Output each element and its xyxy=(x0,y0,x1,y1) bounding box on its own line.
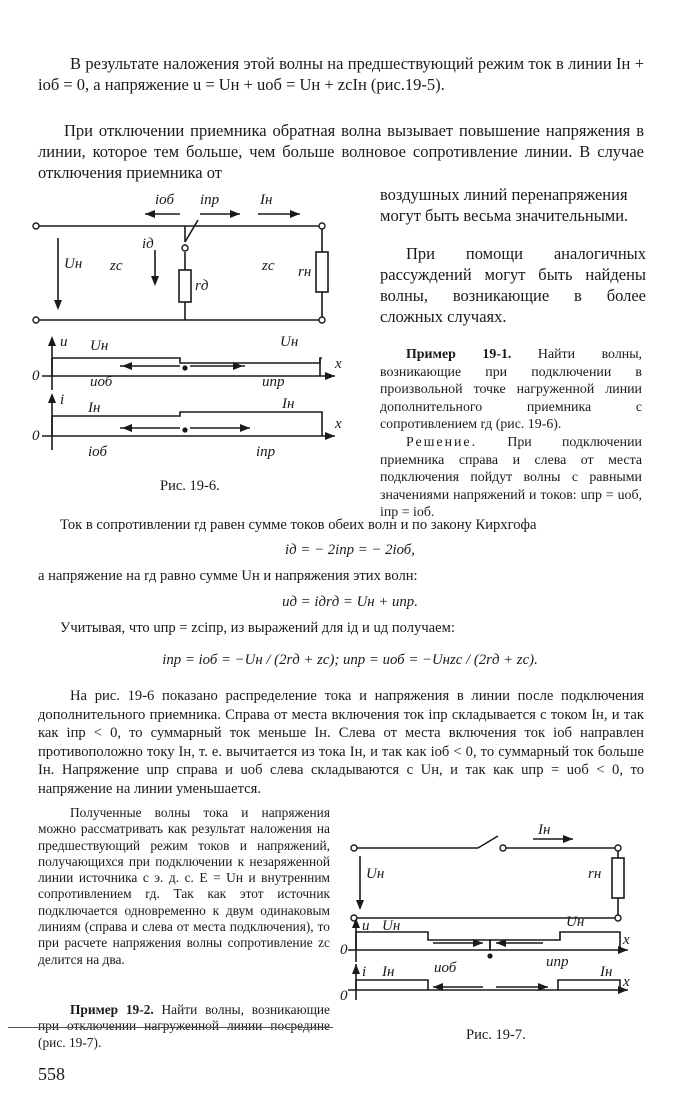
solution-label: Решение. xyxy=(406,434,478,450)
equation-3: iпр = iоб = −Uн / (2rд + zc); uпр = uоб = −Uнzc / (2rд + zc). xyxy=(162,652,538,668)
fig6-label-zero-1: 0 xyxy=(32,368,40,384)
fig6-label-r-n: rн xyxy=(298,264,312,280)
fig7-label-U-n-graph-right: Uн xyxy=(566,914,585,930)
figure-19-6 xyxy=(30,190,375,470)
paragraph-1: В результате наложения этой волны на предшествующий режим ток в линии Iн + iоб = 0, а напряжение u = Uн + uоб = Uн + zcIн (рис.19-5). xyxy=(38,54,644,94)
fig7-label-zero-1: 0 xyxy=(340,942,348,958)
fig7-label-u-pr: uпр xyxy=(546,954,569,970)
fig6-label-U-n-graph-right: Uн xyxy=(280,334,299,350)
paragraph-7: На рис. 19-6 показано распределение тока и напряжения в линии после подключения дополнительного приемника. Справа от места включения ток iпр складывается с током Iн, и так как iпр < 0, то суммарный ток меньше Iн. Слева от места включения ток iоб направлен противоположно току Iн, т. е. вычитается из тока Iн, и так как iоб < 0, то суммарный ток больше Iн. Напряжение uпр справа и uоб слева складываются с Uн, и так как uпр = uоб < 0, то напряжение на линии уменьшается. xyxy=(38,688,644,797)
paragraph-8: Полученные волны тока и напряжения можно рассматривать как результат наложения на предшествующий режим токов и напряжений, получающихся при подключении к незаряженной линии источника с э. д. с. E = Uн и внутренним сопротивлением rд. Так как этот источник подключается одновременно к двум одинаковым линиям (справа и слева от места подключения), то при расчете напряжения волны сопротивление zc делится на два. xyxy=(38,805,330,967)
fig6-label-U-n: Uн xyxy=(64,256,83,272)
fig6-label-z-c-right: zc xyxy=(262,258,275,274)
fig6-label-i-ob: iоб xyxy=(155,192,175,208)
example-19-2-title: Пример 19-2. xyxy=(70,1002,154,1017)
paragraph-2: При отключении приемника обратная волна вызывает повышение напряжения в линии, которое тем больше, чем больше волновое сопротивление линии. В случае отключения приемника от xyxy=(38,121,644,182)
fig7-label-u-ob: uоб xyxy=(434,960,457,976)
fig6-label-zero-2: 0 xyxy=(32,428,40,444)
fig6-label-i-pr: iпр xyxy=(200,192,220,208)
fig7-label-U-n: Uн xyxy=(366,866,385,882)
paragraph-5: а напряжение на rд равно сумме Uн и напряжения этих волн: xyxy=(38,568,418,584)
fig6-label-x-2: x xyxy=(335,416,342,432)
fig6-label-i-d: iд xyxy=(142,236,154,252)
fig7-label-x-2: x xyxy=(623,974,630,990)
fig6-label-r-d: rд xyxy=(195,278,209,294)
fig7-label-x-1: x xyxy=(623,932,630,948)
equation-2: uд = iдrд = Uн + uпр. xyxy=(282,594,418,610)
fig6-label-i-ob-graph: iоб xyxy=(88,444,108,460)
page-number: 558 xyxy=(38,1064,65,1084)
paragraph-6: Учитывая, что uпр = zciпр, из выражений для iд и uд получаем: xyxy=(60,620,455,636)
fig7-label-zero-2: 0 xyxy=(340,988,348,1004)
fig7-label-u: u xyxy=(362,918,370,934)
figure-19-6-caption: Рис. 19-6. xyxy=(160,478,220,494)
example-19-1-title: Пример 19-1. xyxy=(406,347,512,362)
figure-19-7 xyxy=(338,822,638,1022)
fig6-label-U-n-graph-left: Uн xyxy=(90,338,109,354)
paragraph-2-continued: воздушных линий перенапряжения могут быть весьма значительными. xyxy=(380,185,629,225)
fig7-label-U-n-graph-left: Uн xyxy=(382,918,401,934)
fig6-label-I-n: Iн xyxy=(260,192,273,208)
example-19-2: Пример 19-2. Найти волны, возникающие при отключении нагруженной линии посредине (рис. 19-7). xyxy=(38,1002,330,1050)
fig6-label-I-n-graph-right: Iн xyxy=(282,396,295,412)
fig7-label-r-n: rн xyxy=(588,866,602,882)
fig6-label-u: u xyxy=(60,334,68,350)
fig6-label-I-n-graph-left: Iн xyxy=(88,400,101,416)
example-19-1: Пример 19-1. Найти волны, возникающие при подключении в произвольной точке нагруженной линии дополнительного приемника с сопротивлением rд (рис. 19-6). Решение. При подключении приемника справа и слева от места подключения пойдут волны с равными значениями напряжений и токов: uпр = uоб, iпр = iоб. xyxy=(380,347,642,521)
fig6-label-z-c-left: zc xyxy=(110,258,123,274)
fig6-label-i-pr-graph: iпр xyxy=(256,444,276,460)
fig6-label-u-ob: uоб xyxy=(90,374,113,390)
fig7-label-i: i xyxy=(362,964,367,980)
equation-1: iд = − 2iпр = − 2iоб, xyxy=(285,542,415,558)
divider xyxy=(8,1027,333,1028)
paragraph-4: Ток в сопротивлении rд равен сумме токов обеих волн и по закону Кирхгофа xyxy=(60,517,537,533)
fig7-label-I-n-graph-left: Iн xyxy=(382,964,395,980)
paragraph-3: При помощи аналогичных рассуждений могут быть найдены волны, возникающие в более сложных случаях. xyxy=(380,244,646,326)
figure-19-7-caption: Рис. 19-7. xyxy=(466,1027,526,1043)
fig6-label-x-1: x xyxy=(335,356,342,372)
fig7-label-I-n: Iн xyxy=(538,822,551,838)
fig6-label-i: i xyxy=(60,392,65,408)
fig7-label-I-n-graph-right: Iн xyxy=(600,964,613,980)
fig6-label-u-pr: uпр xyxy=(262,374,285,390)
